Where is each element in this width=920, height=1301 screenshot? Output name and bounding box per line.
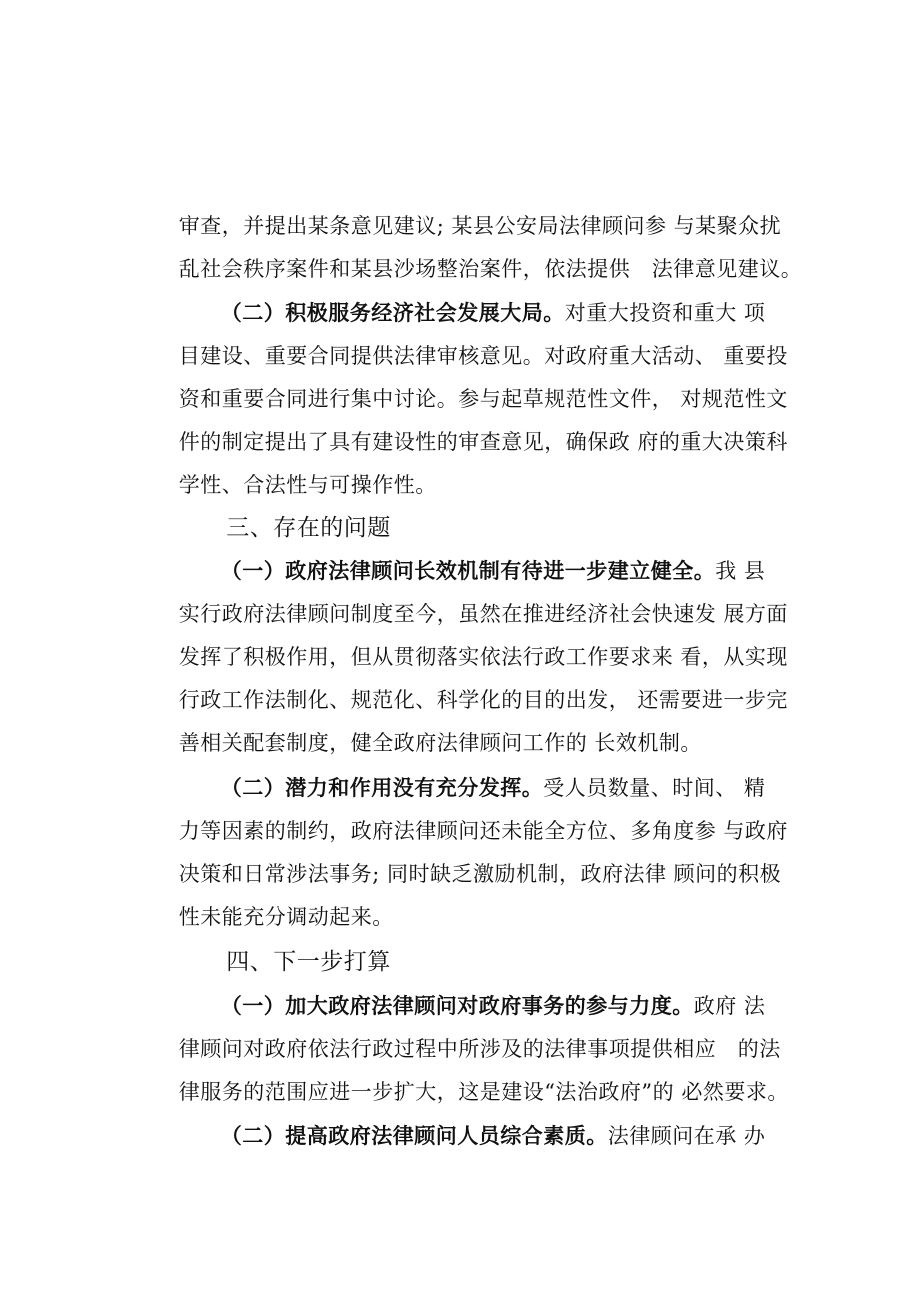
- line-text: 政府 法: [693, 994, 766, 1018]
- line-text: 决策和日常涉法事务; 同时缺乏激励机制，政府法律 顾问的积极: [178, 862, 782, 886]
- paragraph-line: [150, 851, 920, 929]
- line-text: 行政工作法制化、规范化、科学化的目的出发， 还需要进一步完: [178, 688, 788, 712]
- heading-text: 四、下一步打算: [226, 949, 391, 975]
- subsection-line: [192, 722, 920, 800]
- line-text: 性未能充分调动起来。: [178, 905, 394, 929]
- subsection-line: [192, 1070, 920, 1148]
- line-text: 法律顾问在承 办: [607, 1124, 766, 1148]
- paragraph-line: [150, 765, 920, 843]
- line-text: 律顾问对政府依法行政过程中所涉及的法律事项提供相应 的法: [178, 1037, 781, 1061]
- subsection-title: （二）提高政府法律顾问人员综合素质。: [220, 1123, 608, 1148]
- line-text: 发挥了积极作用，但从贯彻落实依法行政工作要求来 看，从实现: [178, 645, 788, 669]
- section-heading: [195, 462, 920, 541]
- line-text: 目建设、重要合同提供法律审核意见。对政府重大活动、 重要投: [178, 344, 788, 368]
- subsection-line: [192, 940, 920, 1018]
- line-text: 受人员数量、时间、 精: [543, 776, 766, 800]
- line-text: 善相关配套制度，健全政府法律顾问工作的 长效机制。: [178, 731, 702, 755]
- line-text: 学性、合法性与可操作性。: [178, 473, 437, 497]
- paragraph-line: [150, 808, 920, 886]
- line-text: 资和重要合同进行集中讨论。参与起草规范性文件， 对规范性文: [178, 387, 788, 411]
- subsection-line: [192, 505, 920, 583]
- line-text: 对重大投资和重大 项: [564, 301, 766, 325]
- subsection-title: （二）积极服务经济社会发展大局。: [220, 300, 565, 325]
- line-text: 律服务的范围应进一步扩大，这是建设“法治政府”的 必然要求。: [178, 1080, 789, 1104]
- line-text: 乱社会秩序案件和某县沙场整治案件，依法提供 法律意见建议。: [178, 257, 803, 281]
- line-text: 我 县: [715, 559, 766, 583]
- paragraph-line: [150, 677, 920, 755]
- paragraph-line: [150, 376, 920, 454]
- line-text: 件的制定提出了具有建设性的审查意见，确保政 府的重大决策科: [178, 430, 788, 454]
- paragraph-line: [150, 548, 920, 626]
- heading-text: 三、存在的问题: [226, 515, 391, 541]
- line-text: 实行政府法律顾问制度至今，虽然在推进经济社会快速发 展方面: [178, 602, 788, 626]
- subsection-title: （一）加大政府法律顾问对政府事务的参与力度。: [220, 993, 694, 1018]
- paragraph-line: [150, 203, 920, 281]
- paragraph-line: [150, 1026, 920, 1104]
- subsection-line: [192, 247, 920, 325]
- line-text: 力等因素的制约，政府法律顾问还未能全方位、多角度参 与政府: [178, 819, 788, 843]
- paragraph-line: [150, 634, 920, 712]
- paragraph-line: [150, 333, 920, 411]
- subsection-title: （一）政府法律顾问长效机制有待进一步建立健全。: [220, 558, 716, 583]
- paragraph-line: [150, 160, 920, 238]
- line-text: 审查，并提出某条意见建议; 某县公安局法律顾问参 与某聚众扰: [178, 214, 782, 238]
- section-heading: [195, 896, 920, 975]
- paragraph-line: [150, 290, 920, 368]
- paragraph-line: [150, 591, 920, 669]
- paragraph-line: [150, 419, 920, 497]
- paragraph-line: [150, 983, 920, 1061]
- subsection-title: （二）潜力和作用没有充分发挥。: [220, 775, 544, 800]
